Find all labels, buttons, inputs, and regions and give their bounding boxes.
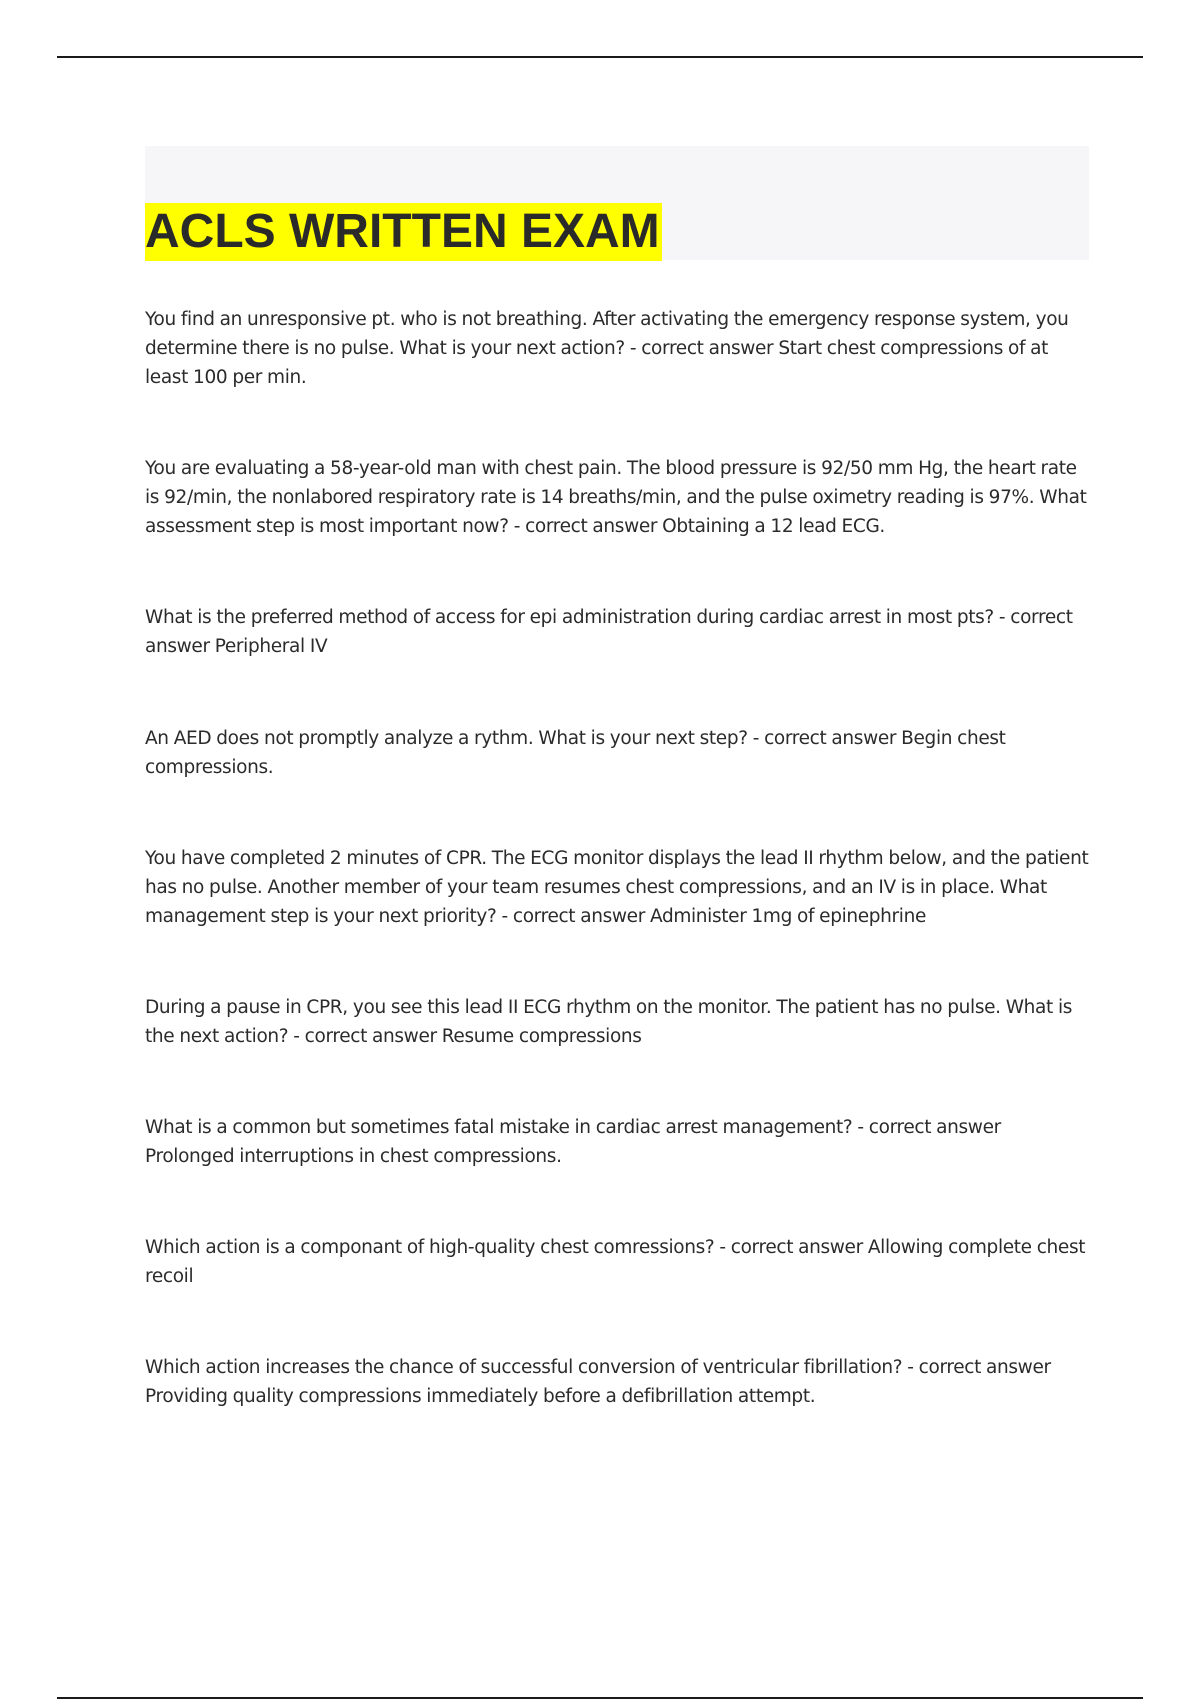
qa-entry-6: During a pause in CPR, you see this lead II ECG rhythm on the monitor. The patient has no pulse. What is the next action? - correct answer Resume compressions — [145, 997, 1073, 1047]
qa-entry-9: Which action increases the chance of successful conversion of ventricular fibrillation? - correct answer Providing quality compressions immediately before a defibrillation attempt. — [145, 1357, 1051, 1407]
qa-entry-2: You are evaluating a 58-year-old man with chest pain. The blood pressure is 92/50 mm Hg, the heart rate is 92/min, the nonlabored respiratory rate is 14 breaths/min, and the pulse oximetry reading is 97%. What assessment step is most important now? - correct answer Obtaining a 12 lead ECG. — [145, 458, 1087, 537]
qa-entry-7: What is a common but sometimes fatal mistake in cardiac arrest management? - correct answer Prolonged interruptions in chest compressions. — [145, 1117, 1001, 1167]
page-bottom-rule — [57, 1697, 1143, 1699]
page-top-rule — [57, 56, 1143, 58]
qa-list — [145, 305, 1095, 1411]
qa-entry-5: You have completed 2 minutes of CPR. The ECG monitor displays the lead II rhythm below, and the patient has no pulse. Another member of your team resumes chest compressions, and an IV is in place. What management step is your next priority? - correct answer Administer 1mg of epinephrine — [145, 848, 1089, 927]
qa-entry-3: What is the preferred method of access for epi administration during cardiac arrest in most pts? - correct answer Peripheral IV — [145, 607, 1073, 657]
qa-entry-1: You find an unresponsive pt. who is not breathing. After activating the emergency response system, you determine there is no pulse. What is your next action? - correct answer Start chest compressions of at least 100 per min. — [145, 309, 1069, 388]
document-title: ACLS WRITTEN EXAM — [145, 203, 662, 261]
qa-entry-4: An AED does not promptly analyze a rythm. What is your next step? - correct answer Begin chest compressions. — [145, 728, 1006, 778]
qa-entry-8: Which action is a componant of high-quality chest comressions? - correct answer Allowing complete chest recoil — [145, 1237, 1086, 1287]
